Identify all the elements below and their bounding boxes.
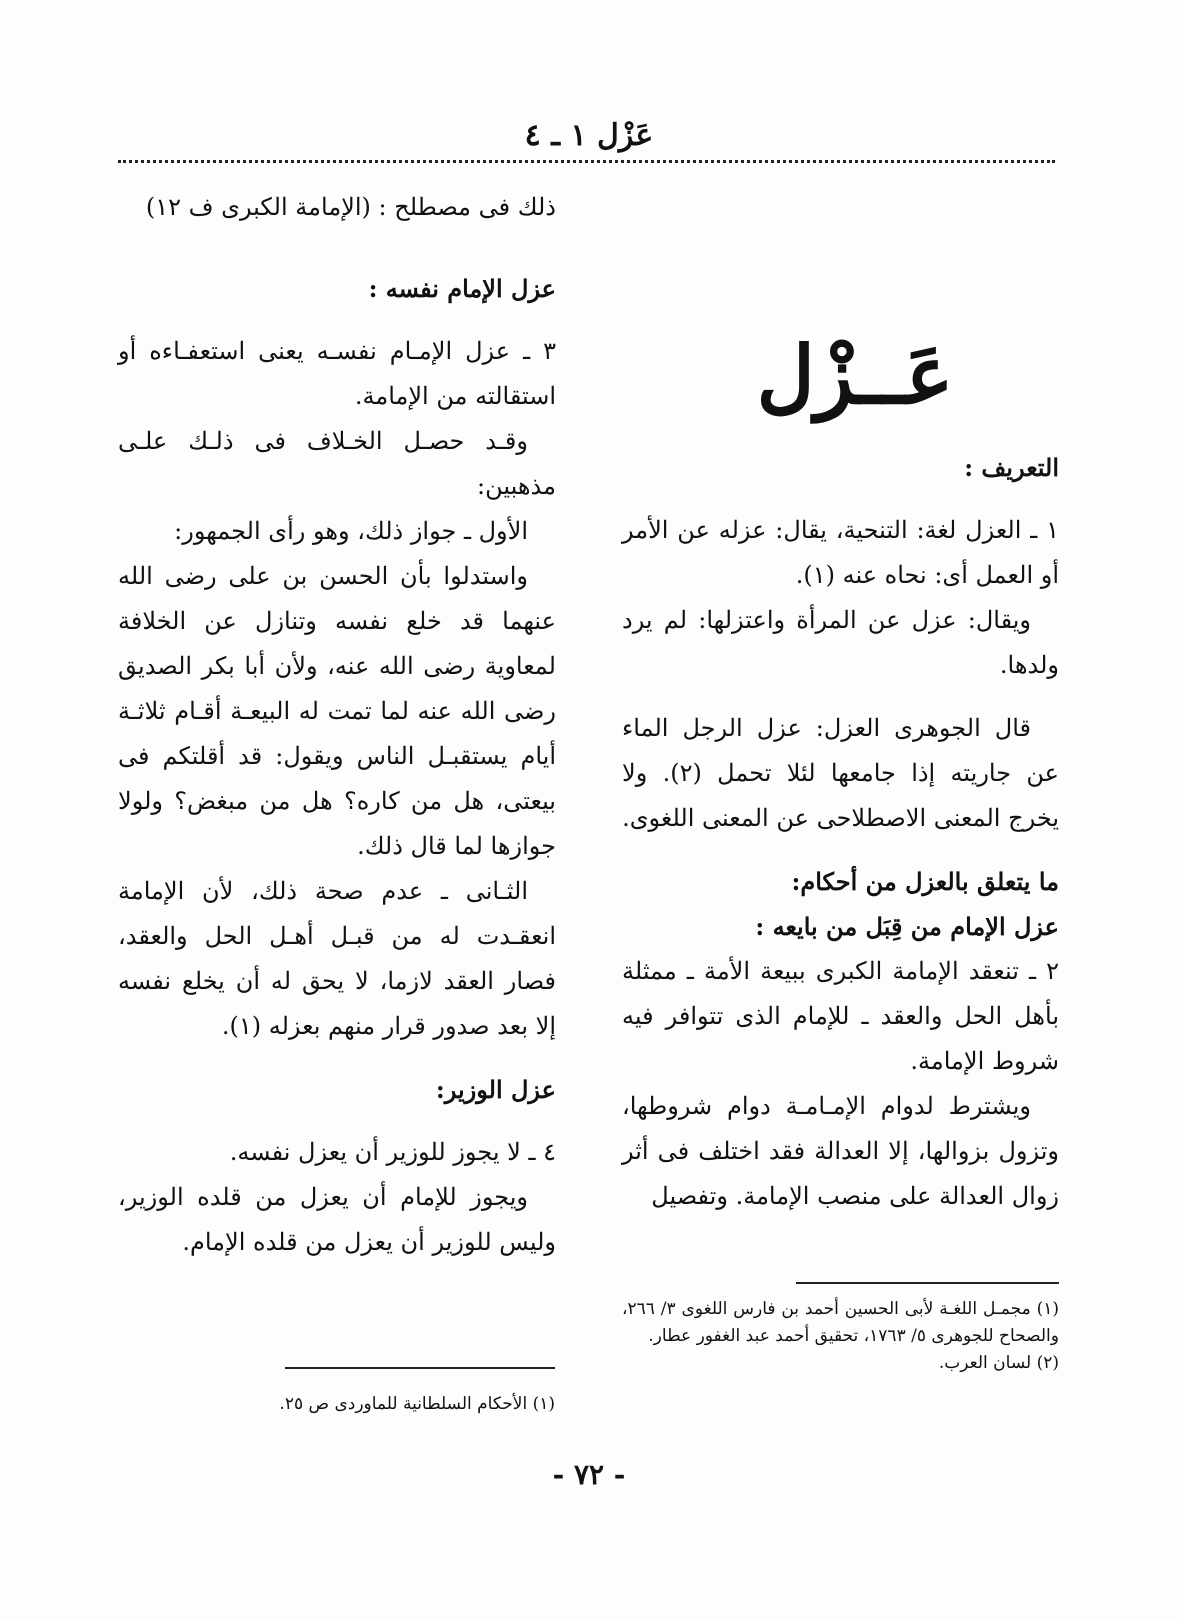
footnote: (١) الأحكام السلطانية للماوردى ص ٢٥.: [279, 1394, 555, 1414]
left-column: [118, 185, 556, 1265]
footnote-rule: [796, 1282, 1059, 1284]
paragraph: ٣ ـ عزل الإمـام نفسـه يعنى استعفـاءه أو استقالته من الإمامة.: [118, 337, 556, 410]
entry-title: عَــزْل: [756, 328, 954, 422]
footnotes-right: [622, 1296, 1059, 1377]
section-heading: عزل الإمام نفسه :: [368, 274, 556, 303]
running-header: عَزْل ١ ـ ٤: [524, 118, 654, 153]
paragraph: ويشترط لدوام الإمـامـة دوام شروطها، وتزول بزوالها، إلا العدالة فقد اختلف فى أثر زوال العدالة على منصب الإمامة. وتفصيل: [622, 1092, 1059, 1210]
footnote: (٢) لسان العرب.: [938, 1353, 1059, 1373]
definition-heading: التعريف :: [964, 453, 1059, 482]
paragraph: ١ ـ العزل لغة: التنحية، يقال: عزله عن الأمر أو العمل أى: نحاه عنه (١).: [622, 516, 1059, 589]
footnote: (١) مجمـل اللغـة لأبى الحسين أحمد بن فارس اللغوى ٣/ ٢٦٦، والصحاح للجوهرى ٥/ ١٧٦٣، تحقيق أحمد عبد الغفور عطار.: [622, 1299, 1059, 1346]
paragraph: الثـانى ـ عدم صحة ذلك، لأن الإمامة انعقـدت له من قبـل أهـل الحل والعقد، فصار العقد لازما، لا يحق له أن يخلع نفسه إلا بعد صدور قرار منهم بعزله (١).: [118, 877, 556, 1040]
page-number: - ٧٢ -: [552, 1458, 626, 1491]
footnote-rule: [285, 1367, 555, 1369]
paragraph: قال الجوهرى العزل: عزل الرجل الماء عن جاريته إذا جامعها لئلا تحمل (٢). ولا يخرج المعنى الاصطلاحى عن المعنى اللغوى.: [622, 714, 1059, 832]
footnotes-left: [118, 1391, 555, 1418]
dotted-separator: [118, 160, 1055, 163]
section-heading: عزل الوزير:: [435, 1075, 556, 1104]
right-column: [622, 445, 1059, 1219]
rulings-heading: ما يتعلق بالعزل من أحكام:: [791, 867, 1059, 896]
paragraph: ذلك فى مصطلح : (الإمامة الكبرى ف ١٢): [145, 193, 556, 221]
paragraph: ٢ ـ تنعقد الإمامة الكبرى ببيعة الأمة ـ ممثلة بأهل الحل والعقد ـ للإمام الذى تتوافر فيه شروط الإمامة.: [622, 957, 1059, 1075]
paragraph: وقـد حصـل الخـلاف فى ذلـك علـى مذهبين:: [118, 427, 556, 500]
paragraph: واستدلوا بأن الحسن بن على رضى الله عنهما قد خلع نفسه وتنازل عن الخلافة لمعاوية رضى الله عنه، ولأن أبا بكر الصديق رضى الله عنه لما تمت له البيعـة أقـام ثلاثـة أيام يستقبـل الناس ويقول: قد أقلتكم فى بيعتى، هل من كاره؟ هل من مبغض؟ ولولا جوازها لما قال ذلك.: [118, 562, 556, 860]
paragraph: الأول ـ جواز ذلك، وهو رأى الجمهور:: [174, 517, 528, 545]
paragraph: ويقال: عزل عن المرأة واعتزلها: لم يرد ولدها.: [622, 606, 1059, 679]
paragraph: ٤ ـ لا يجوز للوزير أن يعزل نفسه.: [229, 1138, 556, 1166]
paragraph: ويجوز للإمام أن يعزل من قلده الوزير، وليس للوزير أن يعزل من قلده الإمام.: [118, 1183, 556, 1256]
section-heading: عزل الإمام من قِبَل من بايعه :: [755, 912, 1059, 941]
